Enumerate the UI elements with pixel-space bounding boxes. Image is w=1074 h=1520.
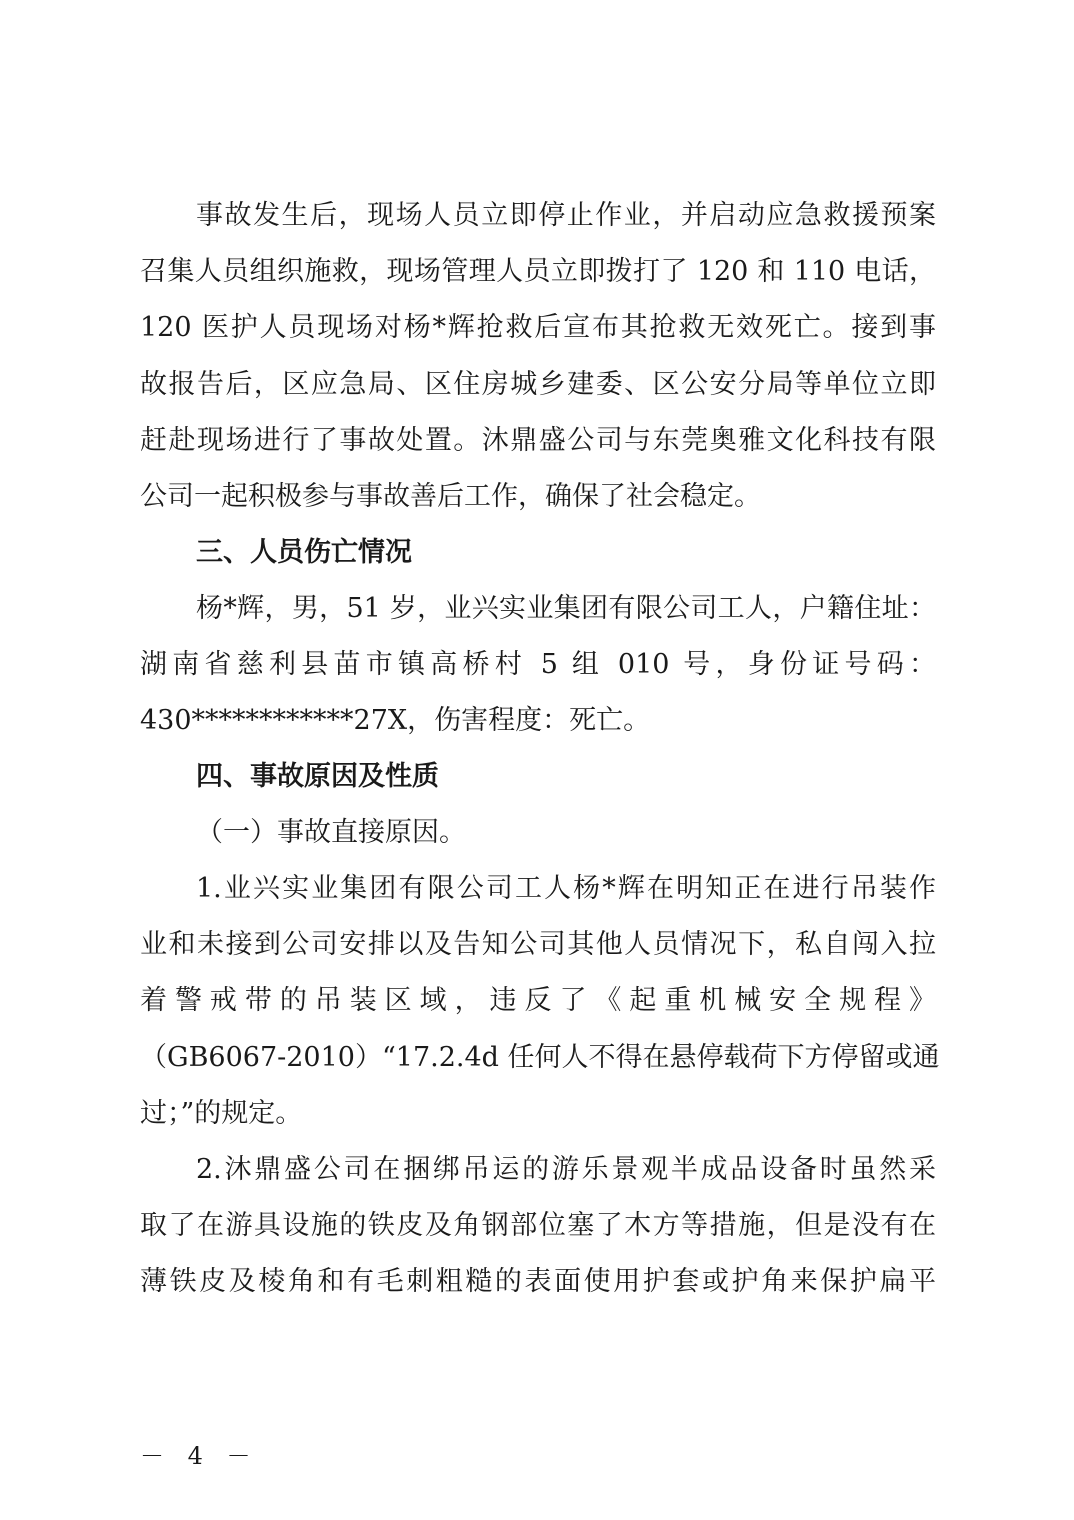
paragraph-line: 湖南省慈利县苗市镇高桥村 5 组 010 号，身份证号码： — [140, 649, 936, 680]
paragraph-line: 召集人员组织施救，现场管理人员立即拨打了 120 和 110 电话， — [140, 256, 936, 287]
paragraph-line: 薄铁皮及棱角和有毛刺粗糙的表面使用护套或护角来保护扁平 — [140, 1266, 936, 1297]
paragraph-line: 430************27X，伤害程度：死亡。 — [140, 705, 651, 736]
paragraph-line: 事故发生后，现场人员立即停止作业，并启动应急救援预案 — [196, 200, 936, 231]
paragraph-line: 1.业兴实业集团有限公司工人杨*辉在明知正在进行吊装作 — [196, 873, 936, 904]
paragraph-line: 公司一起积极参与事故善后工作，确保了社会稳定。 — [140, 481, 761, 512]
subsection-heading: （一）事故直接原因。 — [196, 817, 466, 848]
paragraph-line: 故报告后，区应急局、区住房城乡建委、区公安分局等单位立即 — [140, 369, 936, 400]
paragraph-line: 赶赴现场进行了事故处置。沐鼎盛公司与东莞奥雅文化科技有限 — [140, 425, 936, 456]
paragraph-line: 取了在游具设施的铁皮及角钢部位塞了木方等措施，但是没有在 — [140, 1210, 936, 1241]
paragraph-line: 业和未接到公司安排以及告知公司其他人员情况下，私自闯入拉 — [140, 929, 936, 960]
page-number: － 4 － — [140, 1442, 259, 1470]
section-heading: 四、事故原因及性质 — [196, 761, 439, 792]
paragraph-line: 2.沐鼎盛公司在捆绑吊运的游乐景观半成品设备时虽然采 — [196, 1154, 936, 1185]
paragraph-line: 120 医护人员现场对杨*辉抢救后宣布其抢救无效死亡。接到事 — [140, 312, 936, 343]
section-heading: 三、人员伤亡情况 — [196, 537, 412, 568]
paragraph-line: （GB6067-2010）“17.2.4d 任何人不得在悬停载荷下方停留或通 — [140, 1042, 940, 1073]
paragraph-line: 着警戒带的吊装区域，违反了《起重机械安全规程》 — [140, 985, 936, 1016]
paragraph-line: 过；”的规定。 — [140, 1098, 303, 1129]
paragraph-line: 杨*辉，男，51 岁，业兴实业集团有限公司工人，户籍住址： — [196, 593, 936, 624]
